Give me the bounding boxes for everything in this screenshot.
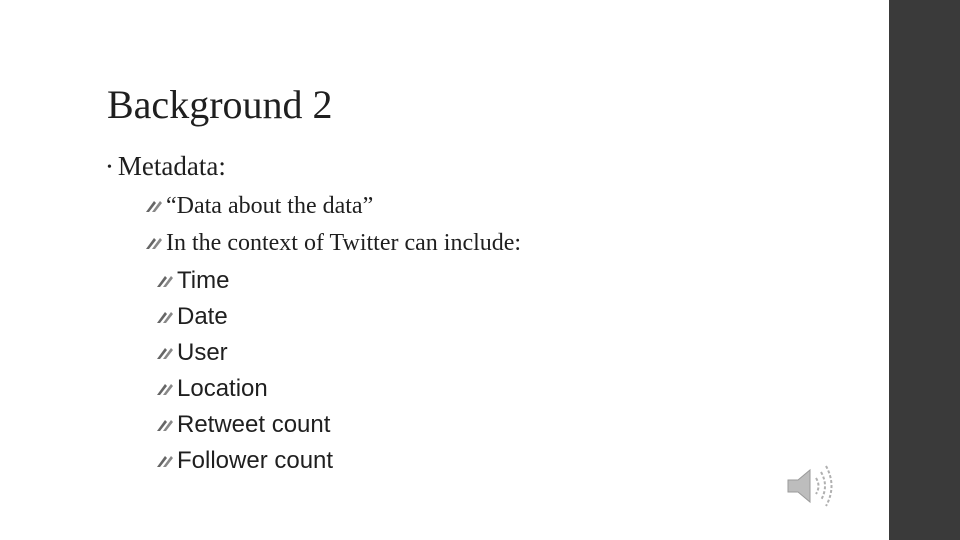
speaker-icon[interactable]	[786, 462, 836, 510]
arrow-bullet-icon	[155, 309, 177, 325]
arrow-bullet-icon	[155, 381, 177, 397]
arrow-bullet-icon	[155, 273, 177, 289]
bullet-level3	[155, 302, 228, 332]
arrow-bullet-icon	[155, 453, 177, 469]
bullet-level2-text: “Data about the data”	[166, 193, 374, 219]
arrow-bullet-icon	[155, 345, 177, 361]
bullet-level3-text: Date	[177, 303, 228, 330]
bullet-level3-text: Time	[177, 267, 230, 294]
bullet-level3	[155, 446, 333, 476]
bullet-level2-text: In the context of Twitter can include:	[166, 230, 522, 256]
bullet-level3-text: Location	[177, 375, 268, 402]
bullet-level1	[107, 150, 226, 184]
arrow-bullet-icon	[144, 198, 166, 214]
bullet-level2	[144, 191, 373, 221]
arrow-bullet-icon	[155, 417, 177, 433]
bullet-level2	[144, 228, 521, 258]
bullet-level3-text: Follower count	[177, 447, 334, 474]
bullet-level1-text: Metadata:	[117, 151, 226, 181]
bullet-level3	[155, 410, 330, 440]
bullet-level3	[155, 338, 228, 368]
bullet-level3	[155, 374, 268, 404]
sidebar-decoration	[889, 0, 960, 540]
bullet-dot-icon: •	[107, 160, 112, 175]
bullet-level3	[155, 266, 229, 296]
bullet-level3-text: User	[177, 339, 228, 366]
arrow-bullet-icon	[144, 235, 166, 251]
slide-title: Background 2	[107, 82, 333, 127]
bullet-level3-text: Retweet count	[177, 411, 331, 438]
